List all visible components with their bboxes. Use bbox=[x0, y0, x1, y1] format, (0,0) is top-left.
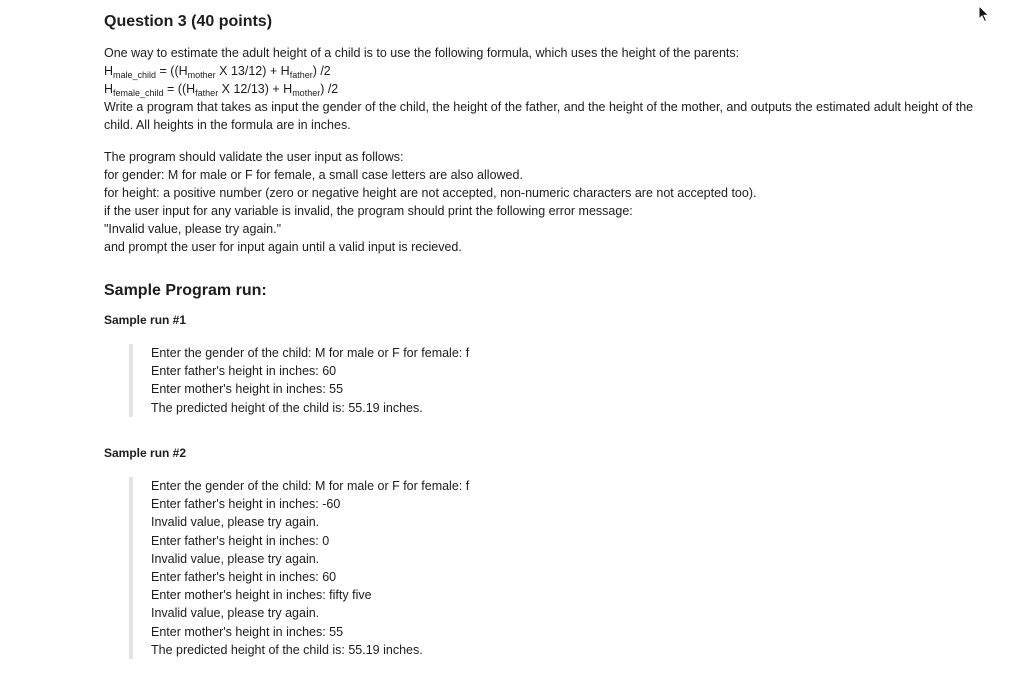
output-line: Enter mother's height in inches: 55 bbox=[151, 382, 344, 397]
sample-run-2-output bbox=[129, 477, 829, 659]
formula-female: $H_{female\_child} = ((H_{father}$ X $12/13) + H_{mother}$) /2 bbox=[104, 82, 339, 98]
mouse-pointer-icon bbox=[978, 5, 990, 23]
validation-line: if the user input for any variable is invalid, the program should print the following error message: bbox=[104, 204, 633, 218]
output-line: The predicted height of the child is: 55.19 inches. bbox=[151, 400, 423, 415]
output-line: Enter mother's height in inches: fifty five bbox=[151, 588, 372, 603]
validation-line: The program should validate the user input as follows: bbox=[104, 150, 404, 164]
question-title: Question 3 (40 points) bbox=[104, 13, 273, 30]
validation-line: for gender: M for male or F for female, a small case letters are also allowed. bbox=[104, 168, 523, 182]
question-body bbox=[104, 44, 1009, 134]
sample-program-heading: Sample Program run: bbox=[104, 282, 267, 299]
output-line: Enter the gender of the child: M for male or F for female: f bbox=[151, 346, 470, 360]
output-line: Invalid value, please try again. bbox=[151, 551, 320, 566]
sample-run-1-output bbox=[129, 344, 829, 417]
sample-run-1-label: Sample run #1 bbox=[104, 313, 187, 327]
output-line: The predicted height of the child is: 55.19 inches. bbox=[151, 642, 423, 657]
output-line: Enter father's height in inches: 0 bbox=[151, 533, 330, 548]
output-line: Invalid value, please try again. bbox=[151, 515, 320, 530]
validation-line: "Invalid value, please try again." bbox=[104, 222, 282, 236]
sample-run-2-label: Sample run #2 bbox=[104, 446, 187, 460]
output-line: Enter the gender of the child: M for male or F for female: f bbox=[151, 479, 470, 493]
intro-text: One way to estimate the adult height of a child is to use the following formula, which uses the height of the parents: bbox=[104, 46, 740, 60]
validation-rules bbox=[104, 148, 1009, 256]
task-text-line-1: Write a program that takes as input the gender of the child, the height of the father, and the height of the mother, and outputs the estimated adult height of the bbox=[104, 100, 974, 114]
validation-line: and prompt the user for input again until a valid input is recieved. bbox=[104, 240, 462, 254]
output-line: Enter mother's height in inches: 55 bbox=[151, 624, 344, 639]
output-line: Invalid value, please try again. bbox=[151, 606, 320, 621]
output-line: Enter father's height in inches: -60 bbox=[151, 497, 341, 512]
validation-line: for height: a positive number (zero or negative height are not accepted, non-numeric characters are not accepted too). bbox=[104, 186, 757, 200]
task-text-line-2: child. All heights in the formula are in inches. bbox=[104, 118, 351, 132]
formula-male: $H_{male\_child} = ((H_{mother}$ X $13/12) + H_{father}$) /2 bbox=[104, 64, 331, 80]
output-line: Enter father's height in inches: 60 bbox=[151, 570, 337, 585]
output-line: Enter father's height in inches: 60 bbox=[151, 364, 337, 379]
